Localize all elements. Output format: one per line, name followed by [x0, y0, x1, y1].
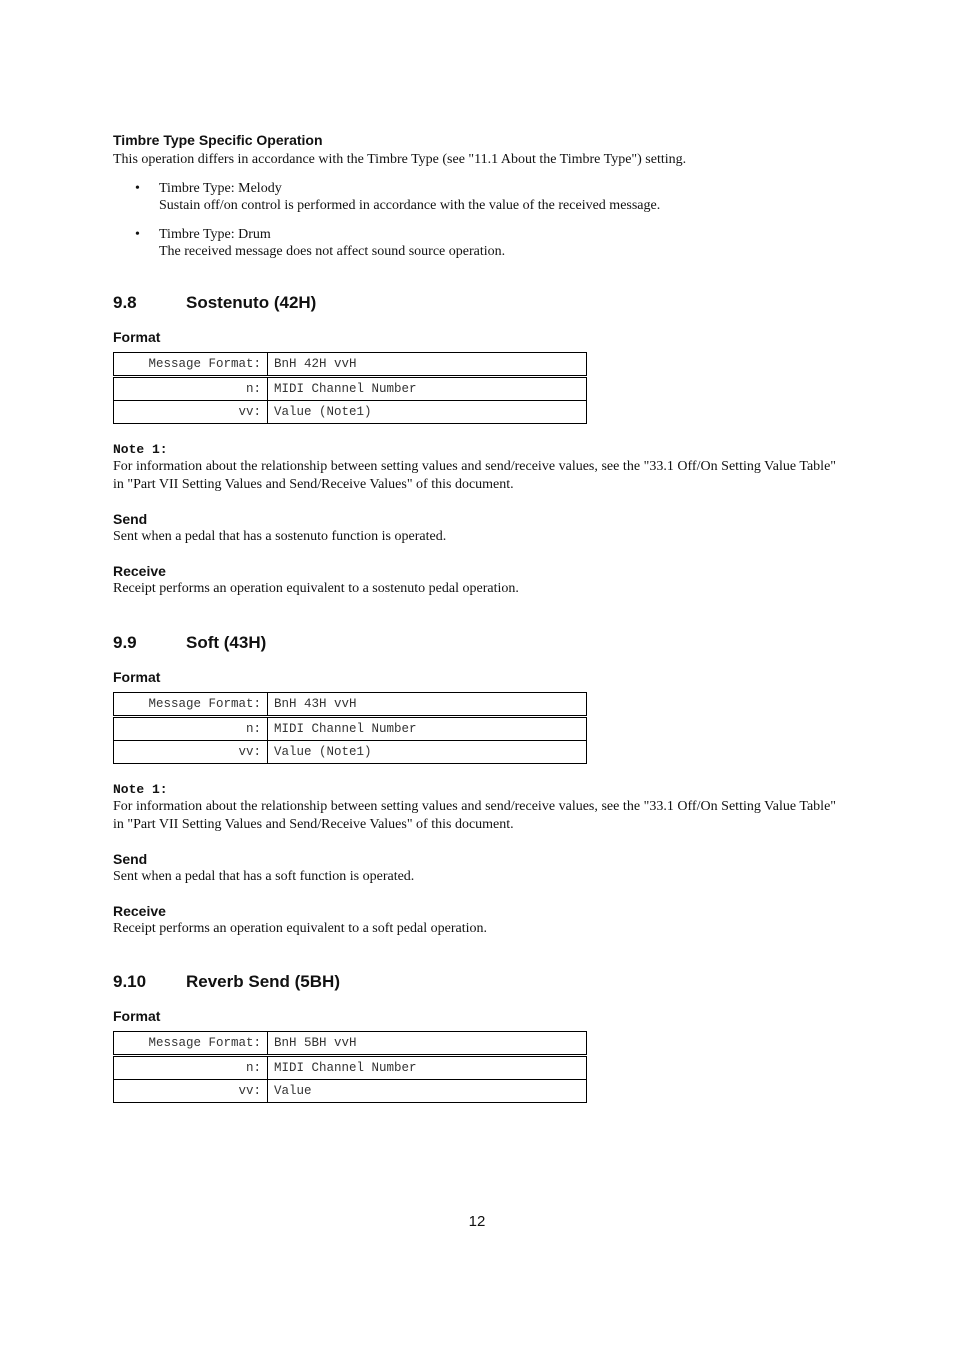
send-text: Sent when a pedal that has a soft function is operated. — [113, 869, 415, 884]
format-table — [113, 692, 587, 764]
table-cell-value: MIDI Channel Number — [268, 377, 587, 401]
receive-text: Receipt performs an operation equivalent to a soft pedal operation. — [113, 921, 487, 936]
receive-heading: Receive — [113, 903, 166, 919]
table-cell-key: vv: — [114, 401, 268, 424]
send-heading: Send — [113, 511, 148, 527]
list-item-title: Timbre Type: Melody — [159, 181, 282, 196]
page-number: 12 — [468, 1213, 486, 1230]
format-table — [113, 352, 587, 424]
table-cell-value: BnH 43H vvH — [268, 693, 587, 717]
receive-text: Receipt performs an operation equivalent to a sostenuto pedal operation. — [113, 581, 519, 596]
table-cell-value: MIDI Channel Number — [268, 717, 587, 741]
list-item — [113, 180, 836, 214]
table-cell-key: Message Format: — [114, 353, 268, 377]
section-title: Sostenuto (42H) — [186, 293, 317, 312]
format-heading: Format — [113, 329, 161, 345]
note-heading: Note 1: — [113, 782, 168, 797]
section-number: 9.8 — [113, 293, 137, 312]
receive-heading: Receive — [113, 563, 166, 579]
table-row — [114, 1032, 587, 1056]
table-row — [114, 377, 587, 401]
table-cell-value: BnH 5BH vvH — [268, 1032, 587, 1056]
table-row — [114, 1056, 587, 1080]
table-row — [114, 1080, 587, 1103]
bullet-icon: • — [135, 181, 140, 196]
section-heading — [113, 633, 836, 653]
section-number: 9.10 — [113, 972, 147, 991]
table-cell-value: Value (Note1) — [268, 401, 587, 424]
list-item-title: Timbre Type: Drum — [159, 227, 271, 242]
bullet-icon: • — [135, 227, 140, 242]
table-cell-key: Message Format: — [114, 1032, 268, 1056]
list-item — [113, 226, 836, 260]
timbre-type-block — [113, 132, 836, 260]
table-cell-key: n: — [114, 1056, 268, 1080]
table-cell-value: Value — [268, 1080, 587, 1103]
table-row — [114, 401, 587, 424]
table-cell-key: Message Format: — [114, 693, 268, 717]
section-number: 9.9 — [113, 633, 137, 652]
table-cell-key: n: — [114, 377, 268, 401]
table-cell-value: MIDI Channel Number — [268, 1056, 587, 1080]
format-table — [113, 1031, 587, 1103]
section-title: Reverb Send (5BH) — [186, 972, 340, 991]
table-row — [114, 741, 587, 764]
format-heading: Format — [113, 669, 161, 685]
table-row — [114, 717, 587, 741]
timbre-type-list — [113, 180, 836, 260]
table-cell-value: BnH 42H vvH — [268, 353, 587, 377]
table-cell-key: vv: — [114, 1080, 268, 1103]
timbre-type-heading: Timbre Type Specific Operation — [113, 132, 323, 148]
send-heading: Send — [113, 851, 148, 867]
section-9-8 — [113, 293, 836, 598]
list-item-desc: Sustain off/on control is performed in accordance with the value of the received message. — [159, 198, 661, 213]
note-text: For information about the relationship between setting values and send/receive values, see the "33.1 Off/On Setting Value Table" in "Part VII Setting Values and Send/Receive Values" of this document. — [113, 799, 836, 832]
list-item-desc: The received message does not affect sound source operation. — [159, 244, 506, 259]
section-9-9 — [113, 633, 836, 938]
section-title: Soft (43H) — [186, 633, 267, 652]
section-heading — [113, 972, 836, 992]
table-row — [114, 693, 587, 717]
section-9-10 — [113, 972, 836, 1103]
format-heading: Format — [113, 1008, 161, 1024]
table-cell-key: vv: — [114, 741, 268, 764]
table-cell-value: Value (Note1) — [268, 741, 587, 764]
table-row — [114, 353, 587, 377]
timbre-type-text: This operation differs in accordance with the Timbre Type (see "11.1 About the Timbre Type") setting. — [113, 152, 687, 167]
note-heading: Note 1: — [113, 442, 168, 457]
table-cell-key: n: — [114, 717, 268, 741]
send-text: Sent when a pedal that has a sostenuto function is operated. — [113, 529, 447, 544]
note-text: For information about the relationship between setting values and send/receive values, see the "33.1 Off/On Setting Value Table" in "Part VII Setting Values and Send/Receive Values" of this document. — [113, 459, 836, 492]
section-heading — [113, 293, 836, 313]
